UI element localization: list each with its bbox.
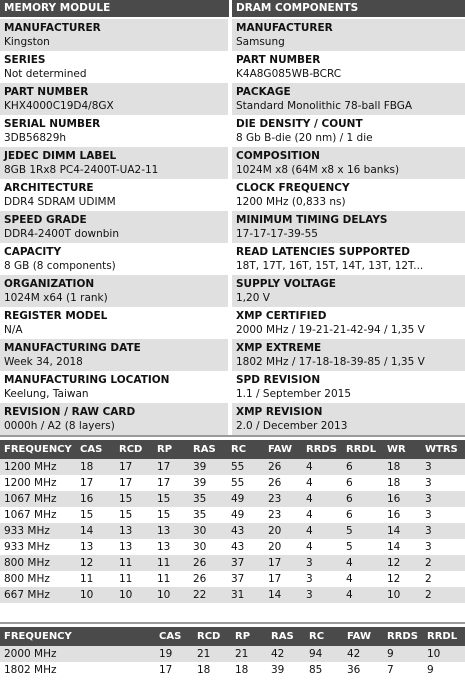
- right-field-supply-voltage: [232, 275, 465, 307]
- table-cell: 16: [387, 509, 401, 521]
- field-label: JEDEC DIMM LABEL: [4, 150, 117, 162]
- table-cell: 21: [231, 646, 267, 662]
- table-row: [0, 459, 465, 475]
- table-cell: 3: [421, 459, 465, 475]
- field-value: Week 34, 2018: [4, 356, 83, 368]
- column-header-rrds: RRDS: [383, 627, 423, 646]
- right-field-die-density-count: [232, 115, 465, 147]
- left-field-manufacturer: [0, 19, 228, 51]
- table-cell: 9: [383, 646, 423, 662]
- table-cell: 4: [346, 573, 353, 585]
- table-row: [0, 475, 465, 491]
- table-cell: 1200 MHz: [4, 477, 57, 489]
- right-field-xmp-revision: [232, 403, 465, 435]
- table-cell: 55: [231, 477, 245, 489]
- field-label: CLOCK FREQUENCY: [236, 182, 350, 194]
- table-cell: 15: [119, 509, 133, 521]
- column-header-rc: RC: [305, 627, 343, 646]
- table-cell: 18: [197, 664, 211, 676]
- field-value: 1200 MHz (0,833 ns): [236, 196, 346, 208]
- dram-components-panel: [232, 19, 465, 435]
- table-cell: 17: [153, 459, 189, 475]
- table-cell: 2: [421, 555, 465, 571]
- column-header-rcd: RCD: [115, 440, 153, 459]
- table-row: [0, 555, 465, 571]
- section-divider-2: [0, 622, 465, 624]
- column-header-rrdl: RRDL: [342, 440, 383, 459]
- column-header-rp: RP: [153, 440, 189, 459]
- right-field-manufacturer: [232, 19, 465, 51]
- right-field-package: [232, 83, 465, 115]
- table-cell: 49: [231, 509, 245, 521]
- table-cell: 23: [264, 491, 302, 507]
- field-label: MANUFACTURING DATE: [4, 342, 141, 354]
- field-label: ORGANIZATION: [4, 278, 95, 290]
- table-cell: 30: [189, 523, 227, 539]
- table-cell: 6: [342, 491, 383, 507]
- table-cell: 26: [268, 477, 282, 489]
- table-cell: 10: [383, 587, 421, 603]
- table-cell: 3: [302, 587, 342, 603]
- table-cell: 6: [342, 459, 383, 475]
- table-cell: 49: [227, 491, 264, 507]
- field-label: XMP REVISION: [236, 406, 323, 418]
- field-label: SPEED GRADE: [4, 214, 87, 226]
- table-cell: 21: [193, 646, 231, 662]
- field-value: Samsung: [236, 36, 285, 48]
- table-cell: 3: [306, 573, 313, 585]
- table-cell: 3: [421, 491, 465, 507]
- table-cell: 933 MHz: [0, 523, 76, 539]
- table-row: [0, 539, 465, 555]
- left-field-speed-grade: [0, 211, 228, 243]
- table-cell: 15: [153, 491, 189, 507]
- table-cell: 4: [342, 587, 383, 603]
- table-cell: 2000 MHz: [0, 646, 155, 662]
- left-field-serial-number: [0, 115, 228, 147]
- left-field-revision-raw-card: [0, 403, 228, 435]
- table-cell: 13: [119, 541, 133, 553]
- table-cell: 3: [425, 509, 432, 521]
- table-cell: 1802 MHz: [4, 664, 57, 676]
- table-cell: 26: [264, 459, 302, 475]
- field-value: 1,20 V: [236, 292, 270, 304]
- field-value: 1024M x8 (64M x8 x 16 banks): [236, 164, 400, 176]
- field-label: CAPACITY: [4, 246, 62, 258]
- left-field-architecture: [0, 179, 228, 211]
- field-value: 8GB 1Rx8 PC4-2400T-UA2-11: [4, 164, 159, 176]
- left-field-manufacturing-date: [0, 339, 228, 371]
- right-field-composition: [232, 147, 465, 179]
- table-cell: 94: [305, 646, 343, 662]
- field-value: 2.0 / December 2013: [236, 420, 348, 432]
- table-cell: 12: [76, 555, 115, 571]
- table-cell: 15: [80, 509, 94, 521]
- field-value: 1024M x64 (1 rank): [4, 292, 108, 304]
- field-value: 2000 MHz / 19-21-21-42-94 / 1,35 V: [236, 324, 425, 336]
- table-cell: 13: [153, 523, 189, 539]
- memory-module-panel: [0, 19, 228, 435]
- table-cell: 4: [342, 555, 383, 571]
- field-value: K4A8G085WB-BCRC: [236, 68, 342, 80]
- table-cell: 1200 MHz: [0, 459, 76, 475]
- table-cell: 6: [346, 477, 353, 489]
- table-cell: 4: [302, 459, 342, 475]
- table-cell: 10: [76, 587, 115, 603]
- right-field-read-latencies-supported: [232, 243, 465, 275]
- table-cell: 17: [80, 477, 94, 489]
- table-cell: 14: [387, 541, 401, 553]
- xmp-timing-table: [0, 627, 465, 678]
- field-value: 8 GB (8 components): [4, 260, 116, 272]
- field-value: DDR4 SDRAM UDIMM: [4, 196, 116, 208]
- field-value: N/A: [4, 324, 23, 336]
- field-label: XMP EXTREME: [236, 342, 322, 354]
- right-field-part-number: [232, 51, 465, 83]
- column-header-rrdl: RRDL: [423, 627, 465, 646]
- table-cell: 15: [115, 491, 153, 507]
- table-row: [0, 523, 465, 539]
- table-cell: 22: [189, 587, 227, 603]
- table-row: [0, 662, 465, 678]
- field-label: MANUFACTURER: [4, 22, 101, 34]
- table-cell: 7: [387, 664, 394, 676]
- table-cell: 13: [157, 541, 171, 553]
- jedec-timing-table: [0, 440, 465, 603]
- table-cell: 18: [383, 459, 421, 475]
- left-field-jedec-dimm-label: [0, 147, 228, 179]
- field-value: 0000h / A2 (8 layers): [4, 420, 115, 432]
- right-field-clock-frequency: [232, 179, 465, 211]
- table-cell: 11: [119, 573, 133, 585]
- table-cell: 42: [267, 646, 305, 662]
- table-cell: 12: [387, 573, 401, 585]
- table-cell: 39: [193, 477, 207, 489]
- field-label: SERIAL NUMBER: [4, 118, 101, 130]
- table-cell: 20: [264, 523, 302, 539]
- field-label: READ LATENCIES SUPPORTED: [236, 246, 410, 258]
- left-field-part-number: [0, 83, 228, 115]
- table-cell: 4: [306, 509, 313, 521]
- field-label: MINIMUM TIMING DELAYS: [236, 214, 388, 226]
- table-cell: 43: [231, 541, 245, 553]
- table-cell: 6: [346, 509, 353, 521]
- field-label: MANUFACTURING LOCATION: [4, 374, 170, 386]
- table-cell: 13: [115, 523, 153, 539]
- table-cell: 3: [421, 523, 465, 539]
- field-label: REVISION / RAW CARD: [4, 406, 136, 418]
- table-cell: 26: [189, 555, 227, 571]
- table-cell: 11: [157, 573, 171, 585]
- field-label: MANUFACTURER: [236, 22, 333, 34]
- table-cell: 30: [193, 541, 207, 553]
- table-cell: 85: [309, 664, 323, 676]
- field-label: COMPOSITION: [236, 150, 320, 162]
- left-field-series: [0, 51, 228, 83]
- table-cell: 800 MHz: [0, 555, 76, 571]
- table-cell: 20: [268, 541, 282, 553]
- field-label: PACKAGE: [236, 86, 291, 98]
- table-cell: 17: [115, 459, 153, 475]
- table-row: [0, 571, 465, 587]
- table-row: [0, 587, 465, 603]
- table-cell: 4: [306, 477, 313, 489]
- column-header-rp: RP: [231, 627, 267, 646]
- right-field-spd-revision: [232, 371, 465, 403]
- table-cell: 19: [155, 646, 193, 662]
- column-header-rc: RC: [227, 440, 264, 459]
- table-cell: 5: [346, 541, 353, 553]
- table-cell: 10: [423, 646, 465, 662]
- table-cell: 5: [342, 523, 383, 539]
- table-cell: 11: [153, 555, 189, 571]
- table-cell: 800 MHz: [4, 573, 50, 585]
- field-value: Kingston: [4, 36, 50, 48]
- table-cell: 14: [264, 587, 302, 603]
- table-cell: 10: [115, 587, 153, 603]
- table-cell: 26: [193, 573, 207, 585]
- table-cell: 2: [425, 573, 432, 585]
- column-header-faw: FAW: [343, 627, 383, 646]
- table-cell: 4: [302, 523, 342, 539]
- table-cell: 2: [421, 587, 465, 603]
- table-cell: 37: [227, 555, 264, 571]
- table-cell: 10: [153, 587, 189, 603]
- field-value: 18T, 17T, 16T, 15T, 14T, 13T, 12T...: [236, 260, 424, 272]
- table-cell: 16: [76, 491, 115, 507]
- table-cell: 4: [306, 541, 313, 553]
- field-label: ARCHITECTURE: [4, 182, 94, 194]
- field-value: 3DB56829h: [4, 132, 67, 144]
- column-header-frequency: FREQUENCY: [0, 440, 76, 459]
- right-field-xmp-extreme: [232, 339, 465, 371]
- column-header-cas: CAS: [155, 627, 193, 646]
- field-label: DIE DENSITY / COUNT: [236, 118, 363, 130]
- table-cell: 17: [157, 477, 171, 489]
- table-row: [0, 507, 465, 523]
- table-cell: 13: [80, 541, 94, 553]
- table-cell: 37: [231, 573, 245, 585]
- left-field-capacity: [0, 243, 228, 275]
- field-label: SPD REVISION: [236, 374, 321, 386]
- column-header-ras: RAS: [267, 627, 305, 646]
- table-cell: 18: [387, 477, 401, 489]
- column-header-wr: WR: [383, 440, 421, 459]
- table-cell: 3: [425, 477, 432, 489]
- table-cell: 1067 MHz: [0, 491, 76, 507]
- table-cell: 3: [425, 541, 432, 553]
- table-row: [0, 491, 465, 507]
- field-label: PART NUMBER: [236, 54, 321, 66]
- field-value: 8 Gb B-die (20 nm) / 1 die: [236, 132, 373, 144]
- table-cell: 11: [115, 555, 153, 571]
- table-cell: 39: [271, 664, 285, 676]
- column-header-ras: RAS: [189, 440, 227, 459]
- field-value: Keelung, Taiwan: [4, 388, 89, 400]
- table-cell: 667 MHz: [0, 587, 76, 603]
- left-field-manufacturing-location: [0, 371, 228, 403]
- column-header-rcd: RCD: [193, 627, 231, 646]
- field-value: 1.1 / September 2015: [236, 388, 352, 400]
- left-field-register-model: [0, 307, 228, 339]
- field-label: SERIES: [4, 54, 46, 66]
- field-label: REGISTER MODEL: [4, 310, 108, 322]
- table-cell: 18: [76, 459, 115, 475]
- table-cell: 17: [119, 477, 133, 489]
- table-cell: 16: [383, 491, 421, 507]
- table-cell: 43: [227, 523, 264, 539]
- column-header-rrds: RRDS: [302, 440, 342, 459]
- field-label: SUPPLY VOLTAGE: [236, 278, 336, 290]
- table-cell: 42: [343, 646, 383, 662]
- table-cell: 4: [302, 491, 342, 507]
- table-cell: 18: [235, 664, 249, 676]
- table-cell: 17: [264, 555, 302, 571]
- dram-components-header: DRAM COMPONENTS: [232, 0, 465, 17]
- left-field-organization: [0, 275, 228, 307]
- table-cell: 17: [159, 664, 173, 676]
- table-cell: 933 MHz: [4, 541, 50, 553]
- table-cell: 3: [302, 555, 342, 571]
- column-header-faw: FAW: [264, 440, 302, 459]
- section-divider: [0, 435, 465, 437]
- table-cell: 14: [383, 523, 421, 539]
- table-cell: 31: [227, 587, 264, 603]
- table-cell: 12: [383, 555, 421, 571]
- column-header-wtrs: WTRS: [421, 440, 465, 459]
- column-header-frequency: FREQUENCY: [0, 627, 155, 646]
- table-cell: 39: [189, 459, 227, 475]
- field-label: PART NUMBER: [4, 86, 89, 98]
- table-cell: 17: [268, 573, 282, 585]
- right-field-xmp-certified: [232, 307, 465, 339]
- table-cell: 9: [427, 664, 434, 676]
- field-value: KHX4000C19D4/8GX: [4, 100, 114, 112]
- table-cell: 23: [268, 509, 282, 521]
- field-value: DDR4-2400T downbin: [4, 228, 119, 240]
- table-cell: 11: [80, 573, 94, 585]
- field-value: 17-17-17-39-55: [236, 228, 318, 240]
- table-cell: 36: [347, 664, 361, 676]
- table-cell: 35: [193, 509, 207, 521]
- table-cell: 14: [76, 523, 115, 539]
- table-row: [0, 646, 465, 662]
- column-header-cas: CAS: [76, 440, 115, 459]
- table-cell: 55: [227, 459, 264, 475]
- memory-module-header: MEMORY MODULE: [0, 0, 229, 17]
- table-cell: 1067 MHz: [4, 509, 57, 521]
- table-cell: 15: [157, 509, 171, 521]
- field-value: Not determined: [4, 68, 87, 80]
- field-value: Standard Monolithic 78-ball FBGA: [236, 100, 413, 112]
- field-label: XMP CERTIFIED: [236, 310, 327, 322]
- field-value: 1802 MHz / 17-18-18-39-85 / 1,35 V: [236, 356, 425, 368]
- table-cell: 35: [189, 491, 227, 507]
- right-field-minimum-timing-delays: [232, 211, 465, 243]
